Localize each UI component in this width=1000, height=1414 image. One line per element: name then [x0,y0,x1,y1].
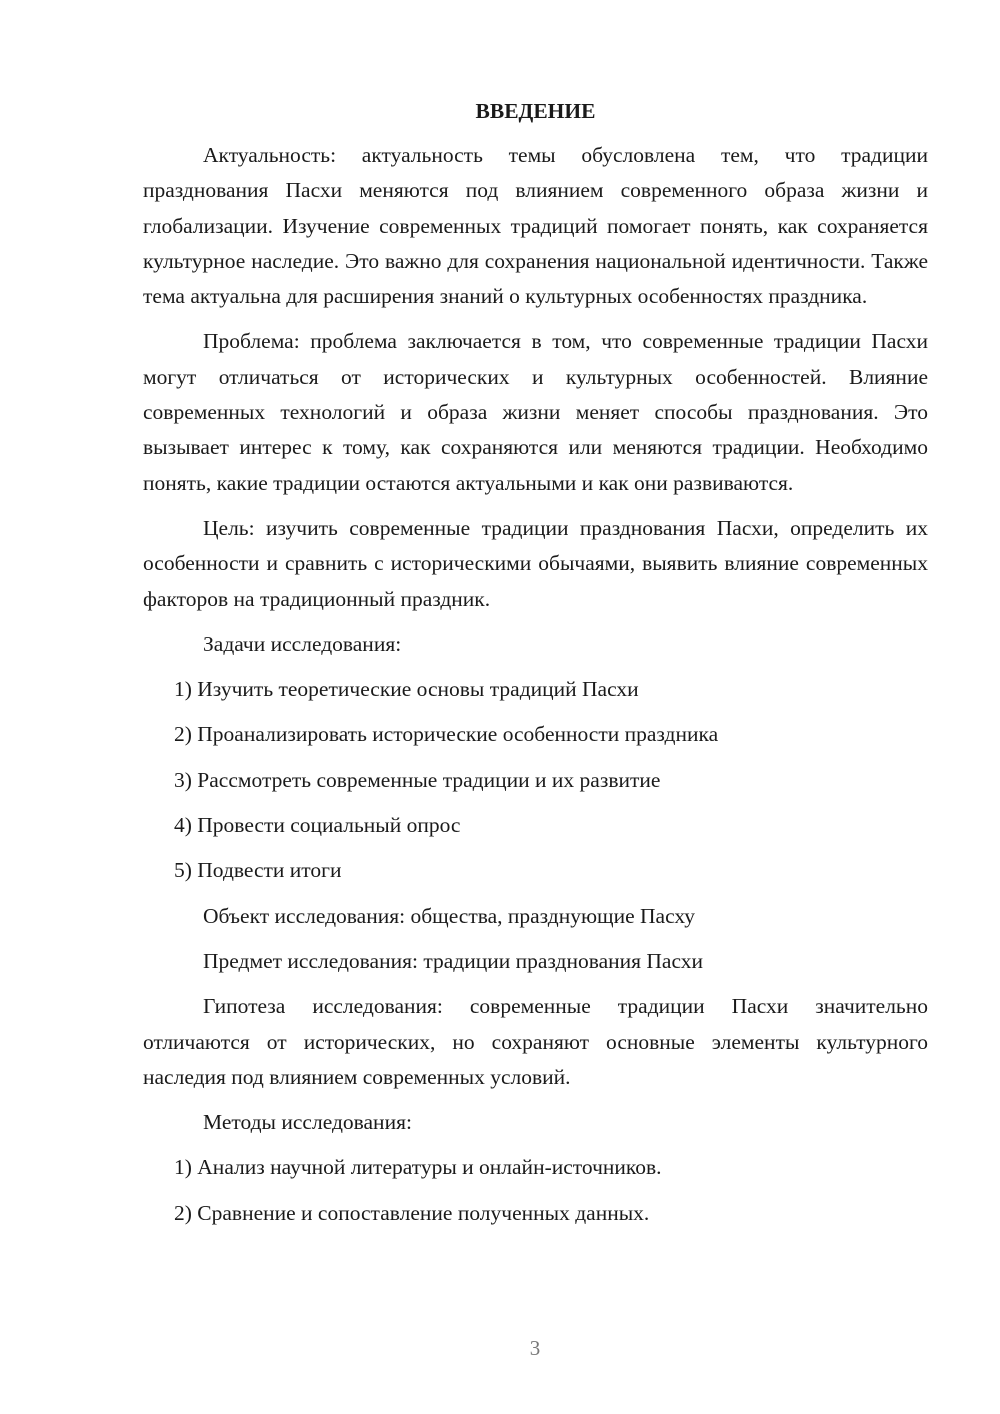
relevance-paragraph: Актуальность: актуальность темы обусловлена тем, что традиции празднования Пасхи меняются под влиянием современного образа жизни и глобализации. Изучение современных традиций помогает понять, как сохраняется культурное наследие. Это важно для сохранения национальной идентичности. Также тема актуальна для расширения знаний о культурных особенностях праздника. [143,143,928,309]
page-title: ВВЕДЕНИЕ [475,99,596,123]
subject-line: Предмет исследования: традиции празднования Пасхи [203,948,703,973]
task-item: 5) Подвести итоги [174,858,342,883]
goal-paragraph: Цель: изучить современные традиции празднования Пасхи, определить их особенности и сравнить с историческими обычаями, выявить влияние современных факторов на традиционный праздник. [143,515,928,611]
method-item: 2) Сравнение и сопоставление полученных данных. [174,1200,650,1225]
task-item: 2) Проанализировать исторические особенности праздника [174,722,719,747]
problem-paragraph: Проблема: проблема заключается в том, что современные традиции Пасхи могут отличаться от исторических и культурных особенностей. Влияние современных технологий и образа жизни меняет способы празднования. Это вызывает интерес к тому, как сохраняются или меняются традиции. Необходимо понять, какие традиции остаются актуальными и как они развиваются. [143,329,928,495]
tasks-title: Задачи исследования: [203,631,402,656]
methods-title: Методы исследования: [203,1110,412,1135]
page-content [143,96,928,1241]
object-line: Объект исследования: общества, празднующие Пасху [203,903,696,928]
task-item: 3) Рассмотреть современные традиции и их развитие [174,767,661,792]
task-item: 1) Изучить теоретические основы традиций Пасхи [174,677,639,702]
page-number: 3 [529,1336,541,1360]
hypothesis-paragraph: Гипотеза исследования: современные традиции Пасхи значительно отличаются от исторических, но сохраняют основные элементы культурного наследия под влиянием современных условий. [143,994,928,1089]
method-item: 1) Анализ научной литературы и онлайн-источников. [174,1155,662,1180]
task-item: 4) Провести социальный опрос [174,813,461,838]
